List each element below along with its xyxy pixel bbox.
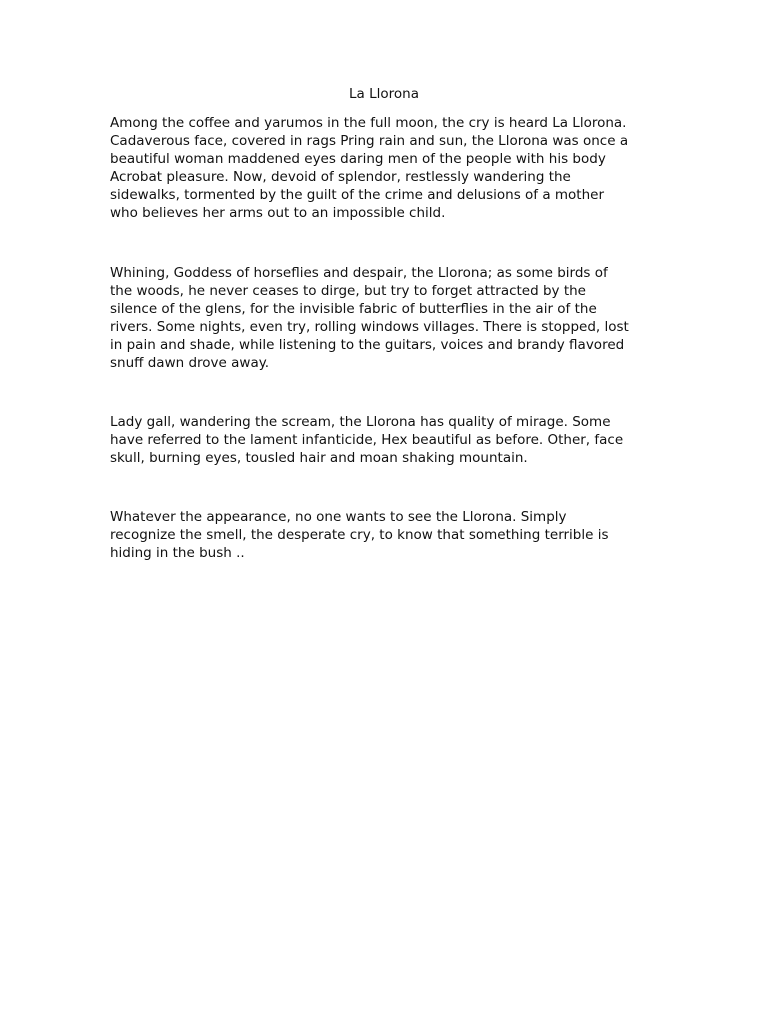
paragraph-2: Whining, Goddess of horseflies and despair, the Llorona; as some birds of the woods, he never ceases to dirge, but try to forget attracted by the silence of the glens, for the invisible fabric of butterflies in the air of the rivers. Some nights, even try, rolling windows villages. There is stopped, lost in pain and shade, while listening to the guitars, voices and brandy flavored snuff dawn drove away.: [110, 265, 629, 371]
paragraph-1: Among the coffee and yarumos in the full moon, the cry is heard La Llorona. Cadaverous face, covered in rags Pring rain and sun, the Llorona was once a beautiful woman maddened eyes daring men of the people with his body Acrobat pleasure. Now, devoid of splendor, restlessly wandering the sidewalks, tormented by the guilt of the crime and delusions of a mother who believes her arms out to an impossible child.: [110, 115, 629, 221]
page-title: La Llorona: [349, 86, 419, 102]
paragraph-3: Lady gall, wandering the scream, the Llorona has quality of mirage. Some have referred to the lament infanticide, Hex beautiful as before. Other, face skull, burning eyes, tousled hair and moan shaking mountain.: [110, 414, 624, 466]
paragraph-4: Whatever the appearance, no one wants to see the Llorona. Simply recognize the smell, the desperate cry, to know that something terrible is hiding in the bush ..: [110, 509, 609, 561]
